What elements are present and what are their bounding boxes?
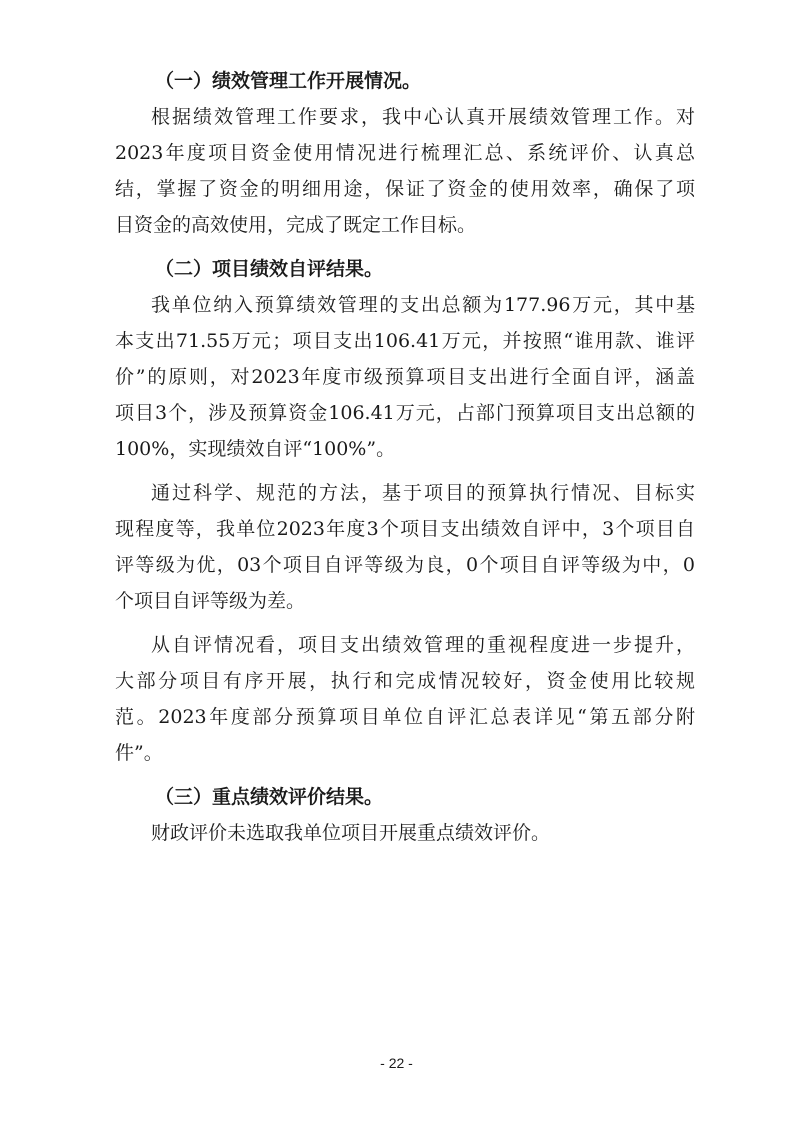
text-line: 结，掌握了资金的明细用途，保证了资金的使用效率，确保了项 (115, 178, 695, 200)
text-line: 财政评价未选取我单位项目开展重点绩效评价。 (151, 822, 551, 844)
text-line: 根据绩效管理工作要求，我中心认真开展绩效管理工作。对 (151, 106, 695, 128)
paragraph-s2-3 (115, 627, 695, 771)
document-body (115, 63, 695, 851)
paragraph-s2-2 (115, 475, 695, 619)
text-line: 100%，实现绩效自评“100%”。 (115, 438, 396, 460)
paragraph-s1-1 (115, 99, 695, 243)
text-line: 2023年度项目资金使用情况进行梳理汇总、系统评价、认真总 (115, 142, 695, 164)
text-line: 本支出71.55万元；项目支出106.41万元，并按照“谁用款、谁评 (115, 330, 695, 352)
section-heading-1: （一）绩效管理工作开展情况。 (155, 70, 422, 92)
section-heading-2: （二）项目绩效自评结果。 (155, 258, 384, 280)
text-line: 评等级为优，03个项目自评等级为良，0个项目自评等级为中，0 (115, 554, 695, 576)
text-line: 项目3个，涉及预算资金106.41万元，占部门预算项目支出总额的 (115, 402, 695, 424)
section-heading-3: （三）重点绩效评价结果。 (155, 786, 384, 808)
text-line: 大部分项目有序开展，执行和完成情况较好，资金使用比较规 (115, 670, 695, 692)
text-line: 我单位纳入预算绩效管理的支出总额为177.96万元，其中基 (151, 294, 695, 316)
text-line: 通过科学、规范的方法，基于项目的预算执行情况、目标实 (151, 482, 695, 504)
text-line: 范。2023年度部分预算项目单位自评汇总表详见“第五部分附 (115, 706, 695, 728)
text-line: 现程度等，我单位2023年度3个项目支出绩效自评中，3个项目自 (115, 518, 695, 540)
page-number: - 22 - (380, 1055, 413, 1071)
text-line: 价”的原则，对2023年度市级预算项目支出进行全面自评，涵盖 (115, 366, 695, 388)
paragraph-s3-1 (115, 815, 695, 851)
text-line: 目资金的高效使用，完成了既定工作目标。 (115, 214, 477, 236)
text-line: 个项目自评等级为差。 (115, 590, 306, 612)
text-line: 件”。 (115, 742, 163, 764)
text-line: 从自评情况看，项目支出绩效管理的重视程度进一步提升， (151, 634, 695, 656)
paragraph-s2-1 (115, 287, 695, 467)
